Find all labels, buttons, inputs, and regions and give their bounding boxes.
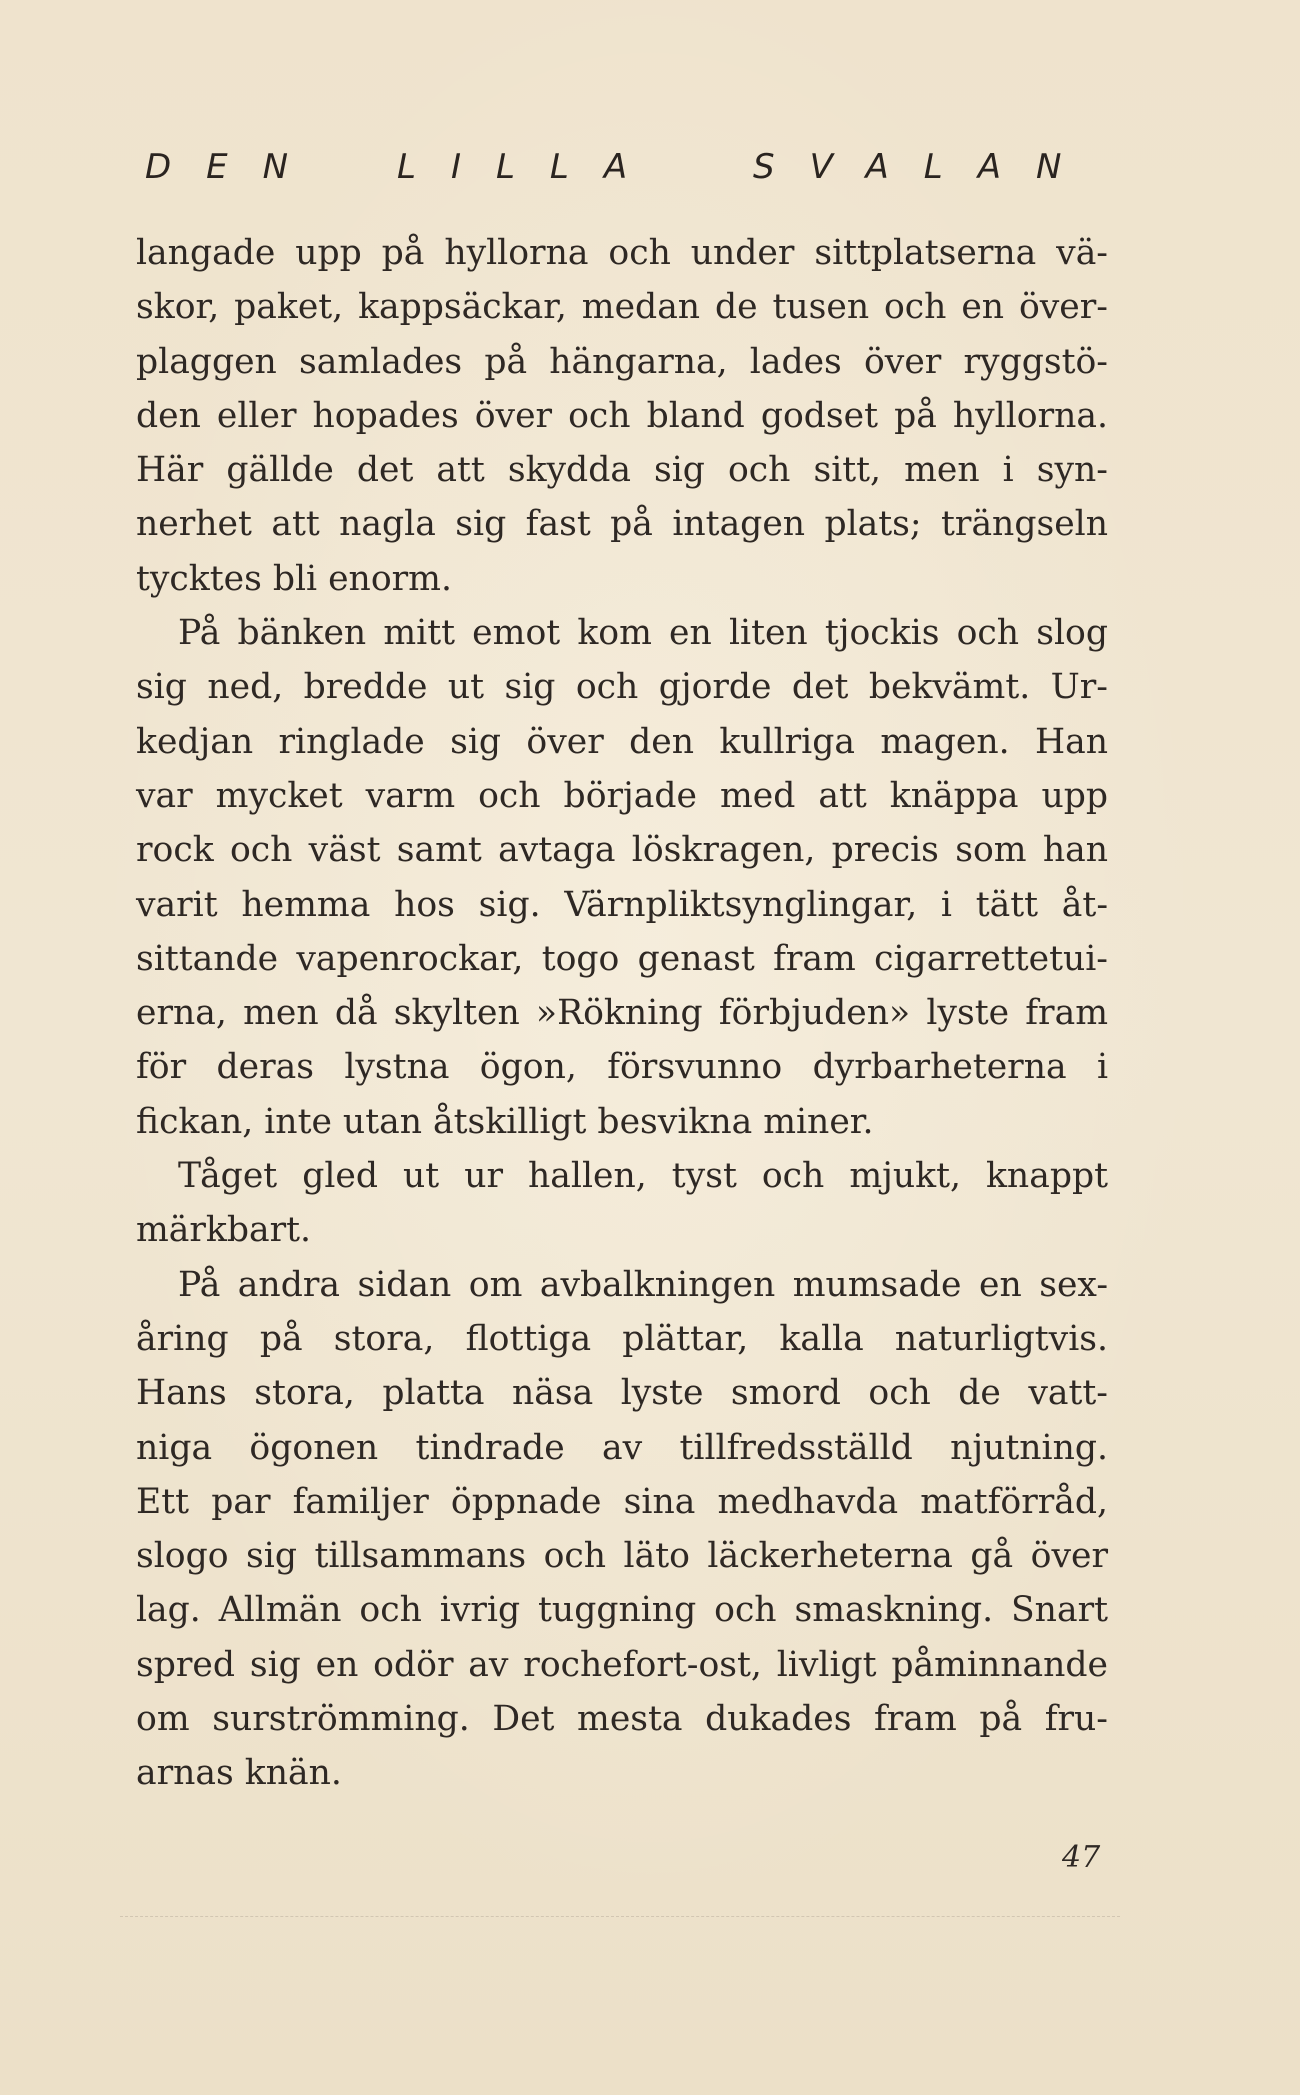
text-line: åring på stora, flottiga plättar, kalla naturligtvis. bbox=[136, 1318, 1108, 1359]
text-line: Hans stora, platta näsa lyste smord och de vatt- bbox=[136, 1373, 1108, 1414]
text-line: niga ögonen tindrade av tillfredsställd njutning. bbox=[136, 1427, 1108, 1468]
body-text bbox=[136, 226, 1108, 1801]
running-head-word-1: DEN bbox=[145, 147, 324, 187]
text-line: var mycket varm och började med att knäppa upp bbox=[136, 775, 1108, 816]
text-line: om surströmming. Det mesta dukades fram på fru- bbox=[136, 1699, 1108, 1740]
text-line: kedjan ringlade sig över den kullriga magen. Han bbox=[136, 721, 1108, 762]
page-bottom-mark bbox=[120, 1916, 1120, 1917]
text-line: den eller hopades över och bland godset på hyllorna. bbox=[136, 395, 1108, 436]
page-number: 47 bbox=[1062, 1840, 1101, 1875]
text-line: nerhet att nagla sig fast på intagen plats; trängseln bbox=[136, 504, 1108, 545]
text-line: langade upp på hyllorna och under sittplatserna vä- bbox=[136, 233, 1108, 273]
text-line: märkbart. bbox=[136, 1210, 312, 1251]
text-line: Tåget gled ut ur hallen, tyst och mjukt, knappt bbox=[178, 1156, 1108, 1197]
text-line: slogo sig tillsammans och läto läckerheterna gå över bbox=[136, 1536, 1108, 1577]
text-line: fickan, inte utan åtskilligt besvikna miner. bbox=[136, 1101, 874, 1142]
text-line: plaggen samlades på hängarna, lades över ryggstö- bbox=[136, 341, 1108, 382]
text-line: tycktes bli enorm. bbox=[136, 558, 452, 599]
text-line: På bänken mitt emot kom en liten tjockis och slog bbox=[178, 613, 1108, 654]
text-line: spred sig en odör av rochefort-ost, livligt påminnande bbox=[136, 1644, 1108, 1685]
running-head-word-2: LILLA bbox=[397, 147, 663, 187]
text-line: Här gällde det att skydda sig och sitt, men i syn- bbox=[136, 450, 1108, 491]
text-line: arnas knän. bbox=[136, 1753, 342, 1794]
text-line: Ett par familjer öppnade sina medhavda matförråd, bbox=[136, 1481, 1108, 1522]
text-line: skor, paket, kappsäckar, medan de tusen och en över- bbox=[136, 287, 1108, 328]
text-line: sig ned, bredde ut sig och gjorde det bekvämt. Ur- bbox=[136, 667, 1108, 708]
text-line: På andra sidan om avbalkningen mumsade en sex- bbox=[178, 1264, 1108, 1305]
text-line: varit hemma hos sig. Värnpliktsynglingar, i tätt åt- bbox=[136, 884, 1108, 925]
text-line: rock och väst samt avtaga löskragen, precis som han bbox=[136, 830, 1108, 871]
text-line: erna, men då skylten »Rökning förbjuden» lyste fram bbox=[136, 993, 1108, 1034]
text-line: lag. Allmän och ivrig tuggning och smaskning. Snart bbox=[136, 1590, 1108, 1631]
text-line: sittande vapenrockar, togo genast fram cigarrettetui- bbox=[136, 938, 1108, 979]
running-head-word-3: SVALAN bbox=[753, 147, 1097, 187]
text-line: för deras lystna ögon, försvunno dyrbarheterna i bbox=[136, 1047, 1108, 1088]
